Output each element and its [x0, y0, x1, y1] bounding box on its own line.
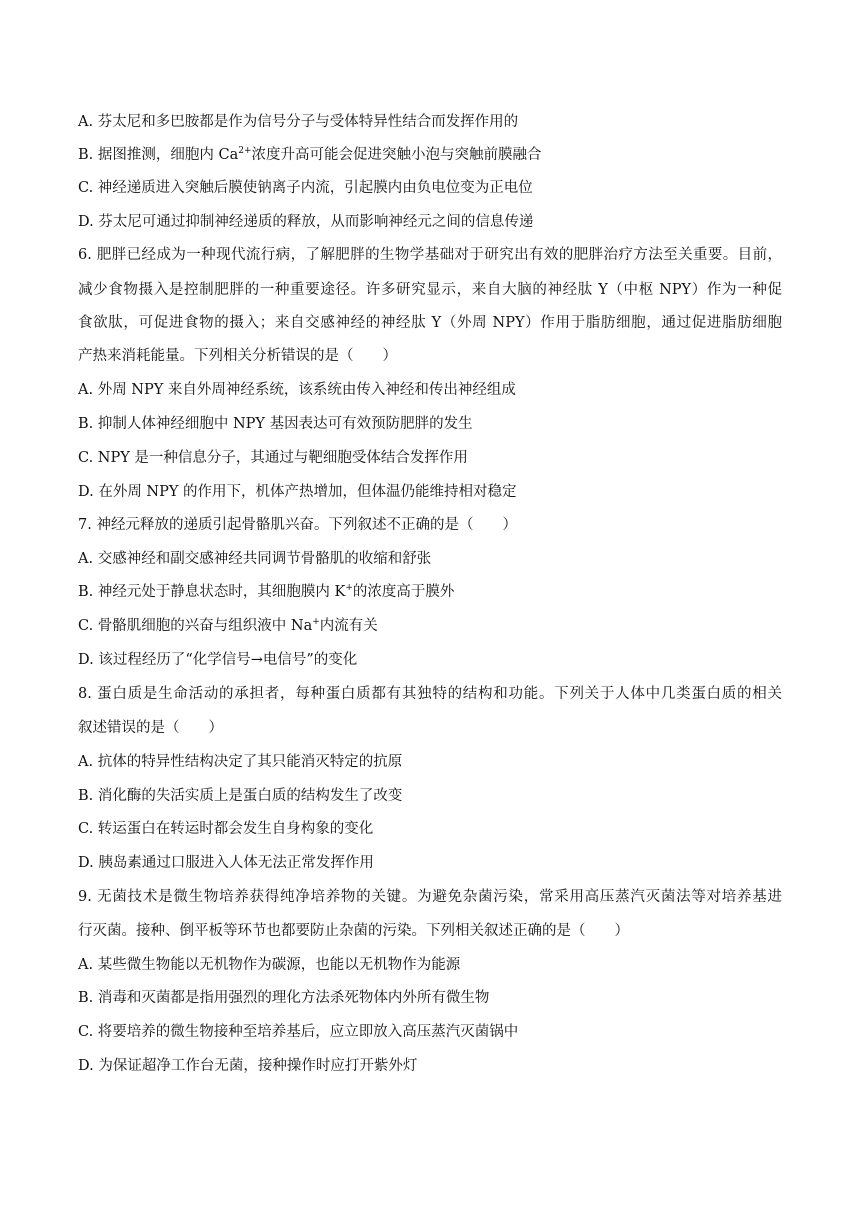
q8-option-a: A. 抗体的特异性结构决定了其只能消灭特定的抗原: [78, 754, 403, 770]
q7-stem: 7. 神经元释放的递质引起骨骼肌兴奋。下列叙述不正确的是（ ）: [78, 517, 517, 533]
q5-option-a: A. 芬太尼和多巴胺都是作为信号分子与受体特异性结合而发挥作用的: [78, 114, 519, 130]
q5-option-c: C. 神经递质进入突触后膜使钠离子内流，引起膜内由负电位变为正电位: [78, 180, 533, 196]
q6-option-b: B. 抑制人体神经细胞中 NPY 基因表达可有效预防肥胖的发生: [78, 416, 473, 432]
q7-option-c: C. 骨骼肌细胞的兴奋与组织液中 Na+内流有关: [78, 617, 378, 634]
q9-option-b: B. 消毒和灭菌都是指用强烈的理化方法杀死物体内外所有微生物: [78, 990, 490, 1006]
q5-option-d: D. 芬太尼可通过抑制神经递质的释放，从而影响神经元之间的信息传递: [78, 214, 534, 230]
q9-option-c: C. 将要培养的微生物接种至培养基后，应立即放入高压蒸汽灭菌锅中: [78, 1024, 519, 1040]
q6-option-c: C. NPY 是一种信息分子，其通过与靶细胞受体结合发挥作用: [78, 450, 468, 466]
q6-stem-line-1: 6. 肥胖已经成为一种现代流行病，了解肥胖的生物学基础对于研究出有效的肥胖治疗方法至关重要。目前，: [78, 247, 782, 263]
q5-option-b: B. 据图推测，细胞内 $Ca^{2+}$浓度升高可能会促进突触小泡与突触前膜融合: [78, 146, 542, 163]
q8-option-b: B. 消化酶的失活实质上是蛋白质的结构发生了改变: [78, 788, 403, 804]
q6-option-d: D. 在外周 NPY 的作用下，机体产热增加，但体温仍能维持相对稳定: [78, 484, 517, 500]
q8-stem-line-2: 叙述错误的是（ ）: [78, 720, 223, 736]
q9-stem-line-2: 行灭菌。接种、倒平板等环节也都要防止杂菌的污染。下列相关叙述正确的是（ ）: [78, 923, 629, 939]
q6-stem-line-2: 减少食物摄入是控制肥胖的一种重要途径。许多研究显示，来自大脑的神经肽 Y（中枢 NPY）作为一种促: [78, 282, 782, 298]
q7-option-d: D. 该过程经历了“化学信号→电信号”的变化: [78, 652, 358, 668]
q7-option-b: B. 神经元处于静息状态时，其细胞膜内 K+的浓度高于膜外: [78, 583, 455, 600]
q8-stem-line-1: 8. 蛋白质是生命活动的承担者，每种蛋白质都有其独特的结构和功能。下列关于人体中几类蛋白质的相关: [78, 686, 782, 702]
q9-stem-line-1: 9. 无菌技术是微生物培养获得纯净培养物的关键。为避免杂菌污染，常采用高压蒸汽灭菌法等对培养基进: [78, 889, 782, 905]
q6-stem-line-4: 产热来消耗能量。下列相关分析错误的是（ ）: [78, 348, 397, 364]
q6-option-a: A. 外周 NPY 来自外周神经系统，该系统由传入神经和传出神经组成: [78, 382, 516, 398]
q7-option-a: A. 交感神经和副交感神经共同调节骨骼肌的收缩和舒张: [78, 551, 432, 567]
q8-option-c: C. 转运蛋白在转运时都会发生自身构象的变化: [78, 821, 374, 837]
q9-option-d: D. 为保证超净工作台无菌，接种操作时应打开紫外灯: [78, 1058, 418, 1074]
q8-option-d: D. 胰岛素通过口服进入人体无法正常发挥作用: [78, 855, 374, 871]
q6-stem-line-3: 食欲肽，可促进食物的摄入；来自交感神经的神经肽 Y（外周 NPY）作用于脂肪细胞，通过促进脂肪细胞: [78, 315, 782, 331]
q9-option-a: A. 某些微生物能以无机物作为碳源，也能以无机物作为能源: [78, 957, 461, 973]
